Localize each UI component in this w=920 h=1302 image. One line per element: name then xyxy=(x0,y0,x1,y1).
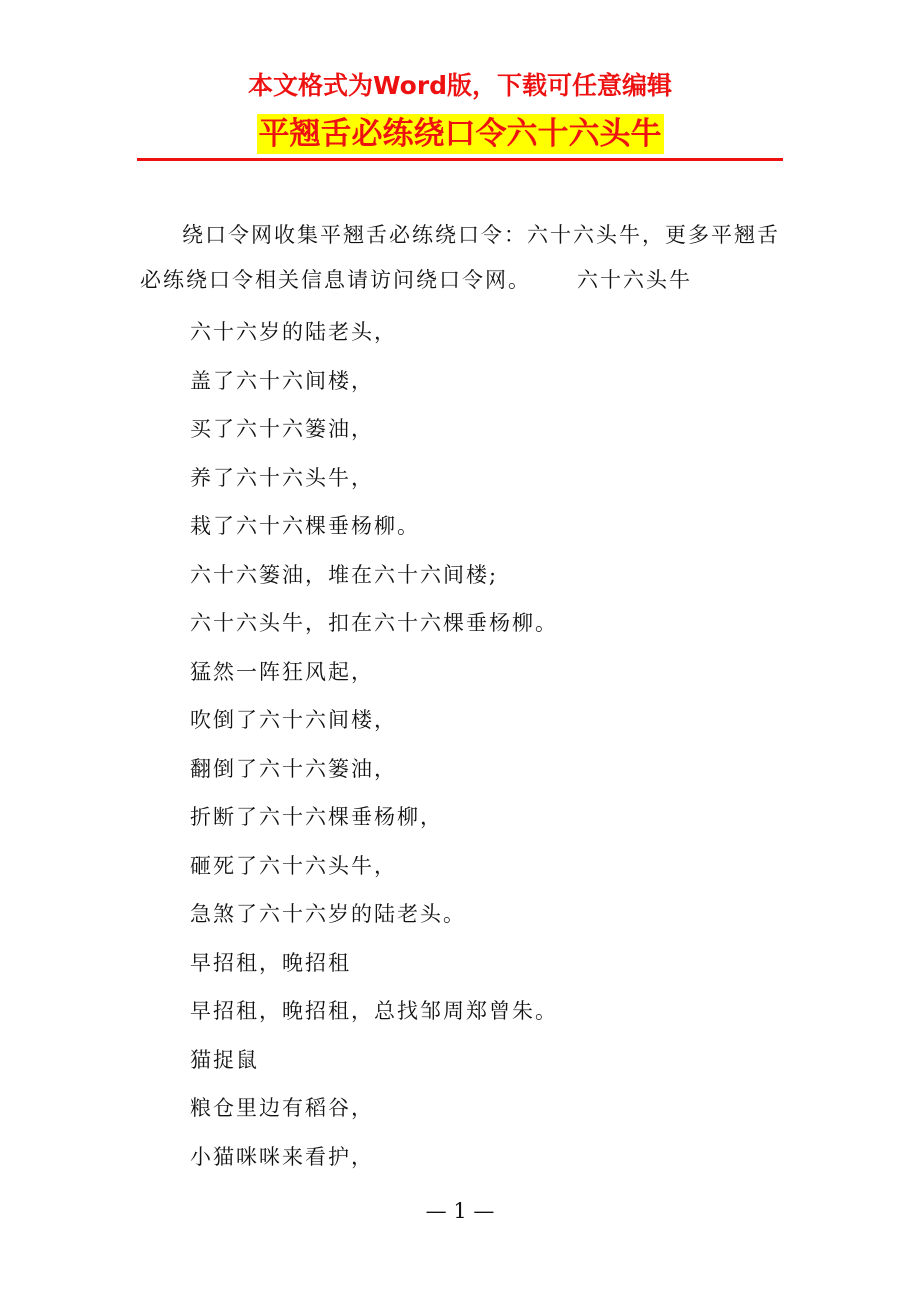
text-line: 砸死了六十六头牛， xyxy=(190,853,397,878)
text-line: 六十六篓油，堆在六十六间楼; xyxy=(190,562,499,587)
intro-text: 绕口令网收集平翘舌必练绕口令：六十六头牛，更多平翘舌必练绕口令相关信息请访问绕口令网。 xyxy=(140,223,780,292)
text-line: 六十六岁的陆老头， xyxy=(190,320,397,344)
format-notice: 本文格式为Word版，下载可任意编辑 xyxy=(247,71,673,100)
text-line: 折断了六十六棵垂杨柳， xyxy=(190,805,443,829)
intro-tail: 六十六头牛 xyxy=(577,268,692,292)
text-line: 小猫咪咪来看护， xyxy=(190,1144,374,1169)
text-line: 六十六头牛，扣在六十六棵垂杨柳。 xyxy=(190,611,558,635)
tongue-twister-lines xyxy=(190,308,558,1181)
text-line: 早招租，晚招租，总找邹周郑曾朱。 xyxy=(190,999,558,1023)
text-line: 猛然一阵狂风起， xyxy=(190,659,374,684)
text-line: 买了六十六篓油， xyxy=(190,417,374,441)
page-number: — 1 — xyxy=(425,1199,495,1223)
text-line: 吹倒了六十六间楼， xyxy=(190,708,397,732)
text-line: 早招租，晚招租 xyxy=(190,950,351,975)
text-line: 养了六十六头牛， xyxy=(190,465,374,490)
text-line: 急煞了六十六岁的陆老头。 xyxy=(190,902,466,926)
title-container xyxy=(0,114,920,154)
text-line: 猫捉鼠 xyxy=(190,1047,259,1072)
title-divider xyxy=(137,158,783,161)
text-line: 盖了六十六间楼， xyxy=(190,368,374,393)
text-line: 翻倒了六十六篓油， xyxy=(190,756,397,781)
text-line: 栽了六十六棵垂杨柳。 xyxy=(190,514,420,538)
text-line: 粮仓里边有稻谷， xyxy=(190,1096,374,1120)
intro-paragraph xyxy=(140,213,780,303)
document-title: 平翘舌必练绕口令六十六头牛 xyxy=(258,116,662,152)
